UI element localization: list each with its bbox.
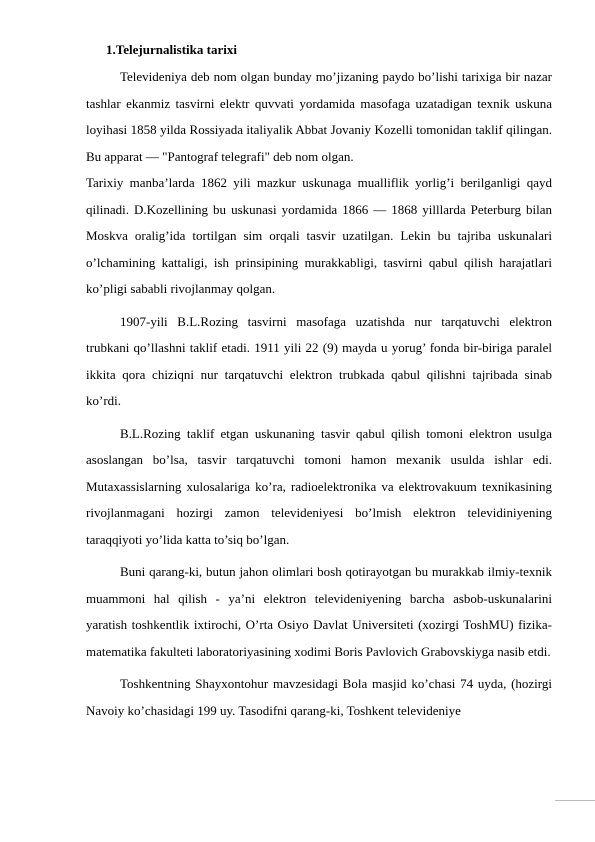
paragraph-3: 1907-yili B.L.Rozing tasvirni masofaga uzatishda nur tarqatuvchi elektron trubkani qo’llashni taklif etadi. 1911 yili 22 (9) mayda u yorug’ fonda bir-biriga paralel ikkita qora chiziqni nur tarqatuvchi elektron trubkada qabul qilishni tajribada sinab ko’rdi. <box>86 313 552 408</box>
paragraph-4: B.L.Rozing taklif etgan uskunaning tasvir qabul qilish tomoni elektron usulga asoslangan bo’lsa, tasvir tarqatuvchi tomoni hamon mexanik usulda ishlar edi. Mutaxassislarning xulosalariga ko’ra, radioelektronika va elektrovakuum texnikasining rivojlanmagani hozirgi zamon televideniyesi bo’lmish elektron televidiniyening taraqqiyoti yo’lida katta to’siq bo’lgan. <box>86 425 552 547</box>
paragraph-2: Tarixiy manba’larda 1862 yili mazkur uskunaga mualliflik yorlig’i berilganligi qayd qilinadi. D.Kozellining bu uskunasi yordamida 1866 — 1868 yilllarda Peterburg bilan Moskva oralig’ida tortilgan sim orqali tasvir uzatilgan. Lekin bu tajriba uskunalari o’lchamining kattaligi, ish prinsipining murakkabligi, tasvirni qabul qilish harajatlari ko’pligi sababli rivojlanmay qolgan. <box>86 175 552 296</box>
document-page <box>86 40 552 730</box>
paragraph-6: Toshkentning Shayxontohur mavzesidagi Bola masjid ko’chasi 74 uyda, (hozirgi Navoiy ko’chasidagi 199 uy. Tasodifni qarang-ki, Toshkent televideniye <box>86 676 552 718</box>
page-corner-divider <box>555 800 595 801</box>
section-heading: 1.Telejurnalistika tarixi <box>106 42 237 57</box>
paragraph-1: Televideniya deb nom olgan bunday mo’jizaning paydo bo’lishi tarixiga bir nazar tashlar ekanmiz tasvirni elektr quvvati yordamida masofaga uzatadigan texnik uskuna loyihasi 1858 yilda Rossiyada italiyalik Abbat Jovaniy Kozelli tomonidan taklif qilingan. Bu apparat — "Pantograf telegrafi" deb nom olgan. <box>86 69 552 164</box>
paragraph-5: Buni qarang-ki, butun jahon olimlari bosh qotirayotgan bu murakkab ilmiy-texnik muammoni hal qilish - ya’ni elektron televideniyening barcha asbob-uskunalarini yaratish toshkentlik ixtirochi, O’rta Osiyo Davlat Universiteti (xozirgi ToshMU) fizika-matematika fakulteti laboratoriyasining xodimi Boris Pavlovich Grabovskiyga nasib etdi. <box>86 564 552 659</box>
